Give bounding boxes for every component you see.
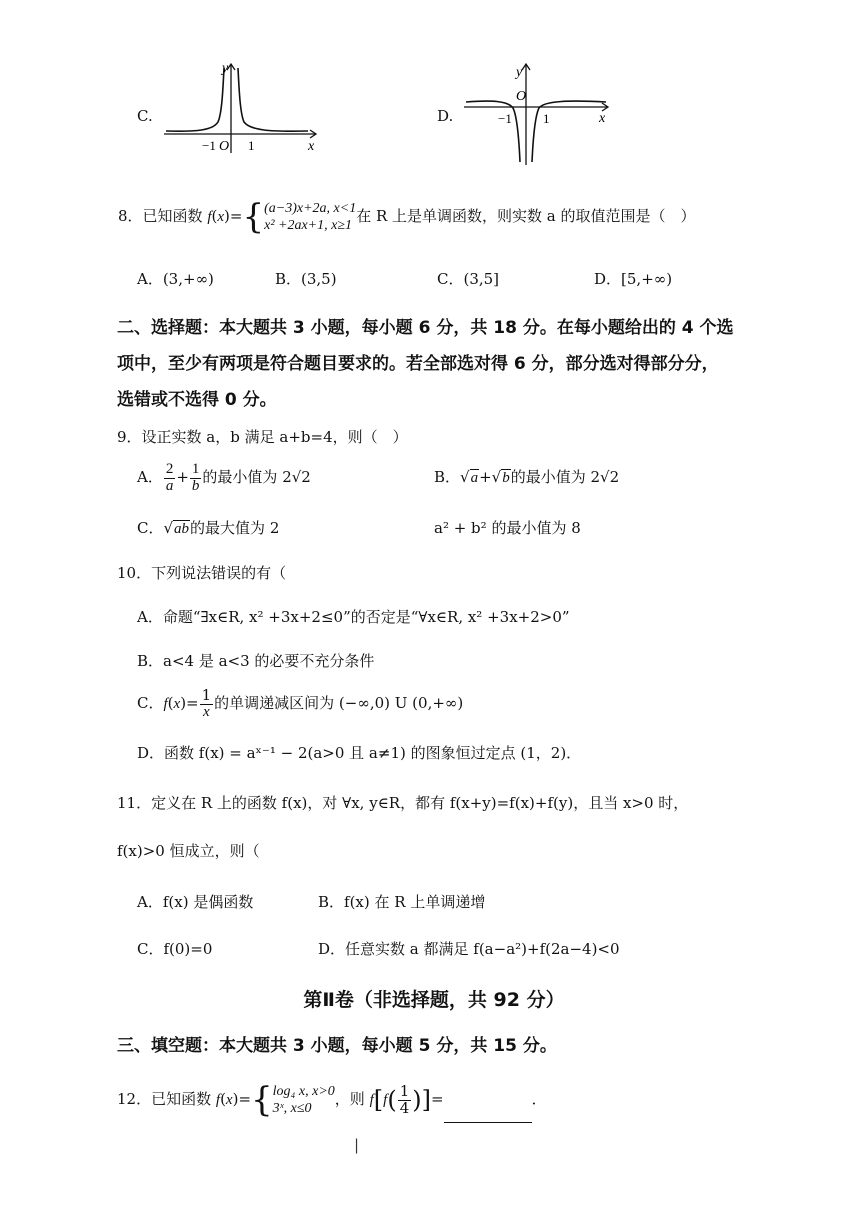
left-brace: {	[251, 1080, 273, 1120]
q7-option-c-graph	[158, 58, 328, 158]
q9-option-a: A． $\frac{2}{a}$ + $\frac{1}{b}$ 的最小值为 2√2	[137, 460, 311, 494]
q10-option-b: B．a<4 是 a<3 的必要不充分条件	[137, 652, 375, 670]
x-label: x	[308, 139, 315, 154]
q11-option-d: D．任意实数 a 都满足 f(a−a²)+f(2a−4)<0	[318, 940, 620, 958]
section3-heading: 三、填空题：本大题共 3 小题，每小题 5 分，共 15 分。	[117, 1036, 557, 1056]
q10-option-d: D．函数 f(x) = aˣ⁻¹ − 2(a>0 且 a≠1) 的图象恒过定点 (1，2)．	[137, 744, 582, 762]
q8-option-d: D．[5,+∞)	[594, 270, 673, 288]
q10-option-a: A．命题“∃x∈R, x² +3x+2≤0”的否定是“∀x∈R, x² +3x+2>0”	[137, 608, 570, 626]
q8-stem: 8．已知函数 f(x)={ (a−3)x+2a, x<1 x² +2ax+1, x≥1 在 R 上是单调函数，则实数 a 的取值范围是（ ）	[118, 197, 696, 237]
q8-piecewise: (a−3)x+2a, x<1 x² +2ax+1, x≥1	[264, 200, 357, 233]
origin-label: O	[219, 139, 230, 154]
q7-option-d-label: D.	[437, 107, 454, 125]
tick-neg1: −1	[202, 138, 216, 153]
q9-option-d: a² + b² 的最小值为 8	[434, 519, 581, 537]
section2-line3: 选错或不选得 0 分。	[117, 390, 277, 410]
q9-option-c: C．√ab的最大值为 2	[137, 519, 280, 537]
q10-option-c: C．f(x)= $\frac{1}{x}$ 的单调递减区间为 (−∞,0) U (0,+∞)	[137, 685, 464, 720]
q8-number: 8．	[118, 207, 143, 225]
q11-stem-line2: f(x)>0 恒成立，则（	[117, 842, 260, 860]
q11-option-a: A．f(x) 是偶函数	[137, 893, 254, 911]
tick-1: 1	[248, 138, 255, 153]
answer-blank[interactable]	[444, 1108, 532, 1123]
q8-suffix: 在 R 上是单调函数，则实数 a 的取值范围是（ ）	[356, 207, 696, 225]
section2-line2: 项中，至少有两项是符合题目要求的。若全部选对得 6 分，部分选对得部分分，	[117, 354, 719, 374]
curve-right	[238, 68, 308, 131]
q12-piecewise: log₄ x, x>0 3ˣ, x≤0	[272, 1083, 335, 1116]
tick-1: 1	[543, 111, 550, 126]
q12-stem: 12．已知函数 f(x)={ log₄ x, x>0 3ˣ, x≤0 ，则 f[f( $\frac{1}{4}$ )]= ．	[117, 1076, 547, 1122]
curve-left	[166, 68, 224, 131]
origin-label: O	[516, 89, 527, 104]
q8-option-c: C．(3,5]	[437, 270, 500, 288]
q7-option-d-graph	[458, 60, 628, 170]
q11-stem-line1: 11．定义在 R 上的函数 f(x)，对 ∀x, y∈R，都有 f(x+y)=f(x)+f(y)，且当 x>0 时，	[117, 794, 689, 812]
y-label: y	[222, 61, 229, 76]
q11-option-b: B．f(x) 在 R 上单调递增	[318, 893, 486, 911]
q8-prefix: 已知函数	[142, 207, 203, 225]
q9-stem: 9．设正实数 a，b 满足 a+b=4，则（ ）	[117, 428, 408, 446]
q7-option-c-label: C.	[137, 107, 153, 125]
curve-left	[466, 101, 520, 162]
q9-option-b: B．√a+√b的最小值为 2√2	[434, 468, 620, 486]
q8-option-a: A．(3,+∞)	[137, 270, 214, 288]
q11-option-c: C．f(0)=0	[137, 940, 213, 958]
q10-stem: 10．下列说法错误的有（	[117, 564, 287, 582]
section2-line1: 二、选择题：本大题共 3 小题，每小题 6 分，共 18 分。在每小题给出的 4 个选	[117, 318, 734, 338]
left-brace: {	[242, 197, 265, 237]
part2-title: 第Ⅱ卷（非选择题，共 92 分）	[303, 989, 565, 1011]
x-label: x	[599, 111, 606, 126]
y-label: y	[516, 65, 523, 80]
footer-mark: |	[354, 1136, 360, 1154]
q8-option-b: B．(3,5)	[275, 270, 337, 288]
tick-neg1: −1	[498, 111, 512, 126]
